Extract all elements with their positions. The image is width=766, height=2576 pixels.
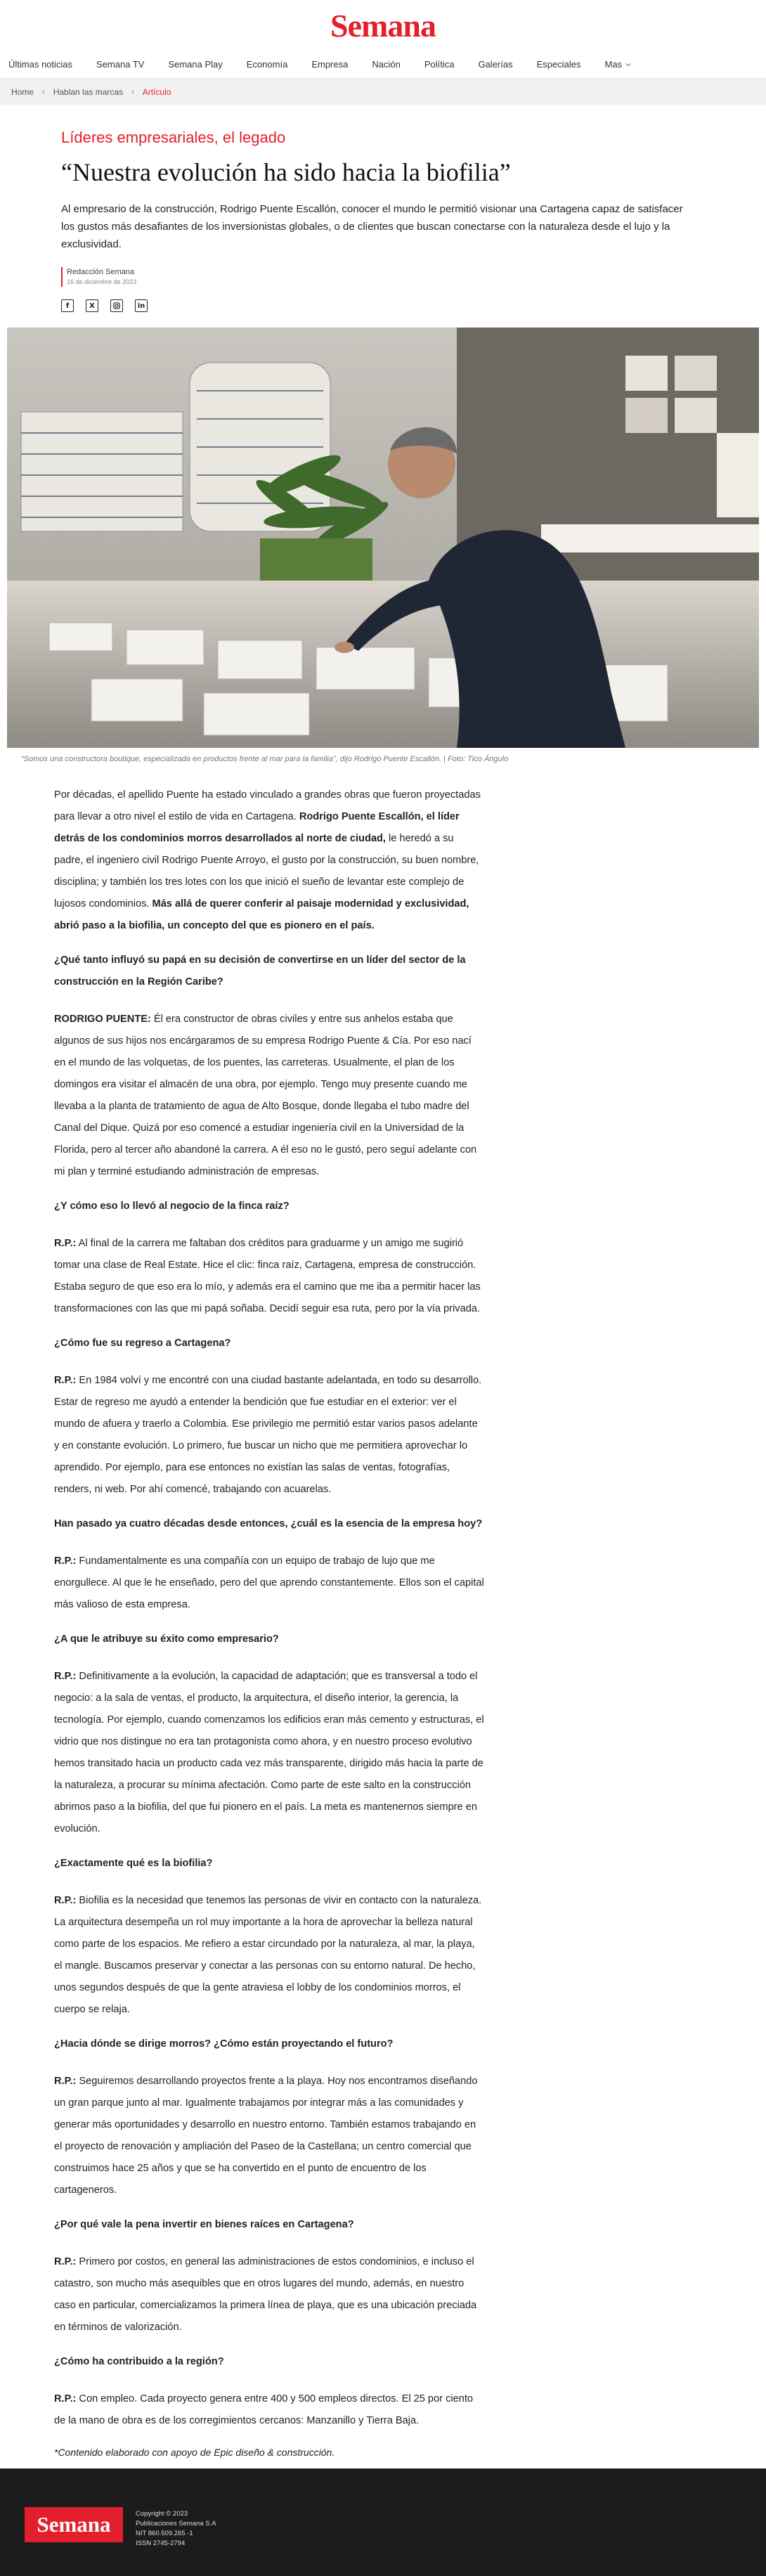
speaker-label: R.P.: xyxy=(54,2393,77,2405)
paragraph-bold: Rodrigo Puente Escallón, el líder detrás de los condominios morros desarrollados al norte de ciudad, xyxy=(54,811,460,844)
nav-more-label: Mas xyxy=(604,59,623,70)
footer-company: Publicaciones Semana S.A xyxy=(136,2520,216,2528)
interview-answer xyxy=(54,1666,485,1840)
answer-text: Al final de la carrera me faltaban dos créditos para graduarme y un amigo me sugirió tomar una clase de Real Estate. Hice el clic: finca raíz, Cartagena, empresa de construcción. Estaba seguro de que eso era lo mío, y además era el camino que me iba a permitir hacer las transformaciones con las que mi papá soñaba. Decidí seguir esa ruta, pero por la vía privada. xyxy=(54,1238,481,1314)
footer-legal xyxy=(136,2509,216,2549)
paragraph xyxy=(54,784,485,937)
instagram-icon[interactable] xyxy=(110,299,123,312)
footer-logo[interactable]: Semana xyxy=(25,2507,123,2542)
answer-text: Él era constructor de obras civiles y entre sus anhelos estaba que algunos de sus hijos nos encárgaramos de su empresa Rodrigo Puente & Cía. Por eso nací en el mundo de las volquetas, de los puentes, las carreteras. Usualmente, el plan de los domingos era visitar el almacén de una obra, por ejemplo. Tengo muy presente cuando me llevaba a la planta de tratamiento de agua de Alto Bosque, donde llegaba el tubo madre del Canal del Dique. Quizá por eso comencé a estudiar ingeniería civil en la Universidad de la Florida, pero al tercer año abandoné la carrera. A él eso no le gustó, pero seguí adelante con mi plan y terminé estudiando administración de empresas. xyxy=(54,1014,477,1177)
interview-answer xyxy=(54,1370,485,1501)
byline xyxy=(61,267,703,287)
nav-item-politica[interactable]: Política xyxy=(424,59,455,70)
speaker-label: RODRIGO PUENTE: xyxy=(54,1014,151,1025)
chevron-down-icon xyxy=(625,61,632,68)
breadcrumb xyxy=(0,79,766,105)
interview-answer xyxy=(54,1890,485,2021)
interview-question: ¿Y cómo eso lo llevó al negocio de la finca raíz? xyxy=(54,1200,290,1212)
nav-item-empresa[interactable]: Empresa xyxy=(311,59,349,70)
site-logo[interactable]: Semana xyxy=(330,7,436,44)
interview-question: ¿Cómo ha contribuido a la región? xyxy=(54,2356,224,2367)
hero-image xyxy=(7,328,759,748)
nav-item-mas[interactable] xyxy=(604,59,632,70)
main-nav xyxy=(0,51,766,79)
interview-question: ¿Qué tanto influyó su papá en su decisión de convertirse en un líder del sector de la construcción en la Región Caribe? xyxy=(54,954,466,988)
interview-answer xyxy=(54,1233,485,1320)
article-kicker: Líderes empresariales, el legado xyxy=(61,129,286,146)
answer-text: Fundamentalmente es una compañía con un equipo de trabajo de lujo que me enorgullece. Al que le he enseñado, pero del que aprendo constantemente. Ellos son el capital más valioso de esta empresa. xyxy=(54,1555,484,1610)
answer-text: En 1984 volví y me encontré con una ciudad bastante adelantada, en todo su desarrollo. Estar de regreso me ayudó a entender la bendición que fue estudiar en el exterior: ver el mundo de afuera y traerlo a Colombia. Ese privilegio me permitió estar varios pasos adelante y en constante evolución. Lo primero, fue buscar un nicho que me permitiera aprovechar lo aprendido. Por ejemplo, para ese entonces no existían las salas de ventas, fotografías, renders, ni web. Por ahí comencé, trabajando con acuarelas. xyxy=(54,1375,482,1495)
footer-copyright: Copyright © 2023 xyxy=(136,2510,188,2518)
answer-text: Definitivamente a la evolución, la capacidad de adaptación; que es transversal a todo el negocio: a la sala de ventas, el producto, la arquitectura, el diseño interior, la gerencia, la tecnología. Por ejemplo, cuando comenzamos los edificios eran más cemento y estructuras, el vidrio que nos distingue no era tan protagonista como ahora, y en nuestro proceso evolutivo hemos transitado hacia un producto cada vez más transparente, dirigido más hacia la parte de la naturaleza, a procurar su mínima afectación. Como parte de este salto en la construcción abrimos paso a la biofilia, del que fui pionero en el país. La meta es mantenernos siempre en evolución. xyxy=(54,1671,484,1834)
chevron-right-icon: › xyxy=(42,87,45,96)
author-name: Redacción Semana xyxy=(67,268,135,276)
linkedin-icon[interactable]: in xyxy=(135,299,148,312)
speaker-label: R.P.: xyxy=(54,1375,77,1386)
share-bar xyxy=(61,299,703,312)
publish-date: 16 de diciembre de 2023 xyxy=(67,278,137,285)
nav-item-semana-play[interactable]: Semana Play xyxy=(168,59,223,70)
speaker-label: R.P.: xyxy=(54,2256,77,2267)
interview-answer xyxy=(54,2071,485,2201)
interview-question: Han pasado ya cuatro décadas desde entonces, ¿cuál es la esencia de la empresa hoy? xyxy=(54,1518,483,1529)
speaker-label: R.P.: xyxy=(54,1555,77,1567)
speaker-label: R.P.: xyxy=(54,1895,77,1906)
speaker-label: R.P.: xyxy=(54,1238,77,1249)
footer-nit: NIT 860.509.265 -1 xyxy=(136,2530,193,2537)
interview-question: ¿A que le atribuye su éxito como empresario? xyxy=(54,1633,279,1645)
image-caption: “Somos una constructora boutique, especializada en productos frente al mar para la familia”, dijo Rodrigo Puente Escallón. | Foto: Tico Ángulo xyxy=(21,755,509,763)
breadcrumb-section[interactable]: Hablan las marcas xyxy=(53,86,124,97)
paragraph-text: Por décadas, el apellido Puente ha estado vinculado a grandes obras que fueron proyectadas para llevar a otro nivel el estilo de vida en Cartagena. xyxy=(54,789,481,822)
nav-item-semana-tv[interactable]: Semana TV xyxy=(96,59,145,70)
breadcrumb-home[interactable]: Home xyxy=(11,86,34,97)
nav-item-galerias[interactable]: Galerías xyxy=(478,59,513,70)
interview-answer xyxy=(54,1551,485,1616)
answer-text: Primero por costos, en general las administraciones de estos condominios, e incluso el catastro, son mucho más asequibles que en otros lugares del mundo, además, en nuestro caso en particular, comercializamos la primera línea de playa, que es una ubicación preciada en términos de valorización. xyxy=(54,2256,477,2333)
site-header xyxy=(0,0,766,51)
hero-photo xyxy=(7,328,759,748)
nav-item-ultimas-noticias[interactable]: Últimas noticias xyxy=(8,59,73,70)
footer-issn: ISSN 2745-2794 xyxy=(136,2539,186,2547)
interview-answer xyxy=(54,1009,485,1183)
interview-question: ¿Cómo fue su regreso a Cartagena? xyxy=(54,1338,231,1349)
interview-question: ¿Por qué vale la pena invertir en bienes raíces en Cartagena? xyxy=(54,2219,354,2230)
sponsor-note: *Contenido elaborado con apoyo de Epic diseño & construcción. xyxy=(54,2447,335,2458)
answer-text: Seguiremos desarrollando proyectos frente a la playa. Hoy nos encontramos diseñando un gran parque junto al mar. Igualmente trabajamos por integrar más a las comunidades y generar más oportunidades y desarrollo en nuestro entorno. También estamos trabajando en el proyecto de renovación y ampliación del Paseo de la Castellana; un centro comercial que construimos hace 25 años y que se ha convertido en el punto de encuentro de los cartageneros. xyxy=(54,2076,478,2196)
speaker-label: R.P.: xyxy=(54,2076,77,2087)
answer-text: Biofilia es la necesidad que tenemos las personas de vivir en contacto con la naturaleza. La arquitectura desempeña un rol muy importante a la hora de aprovechar la belleza natural como parte de los espacios. Me refiero a estar circundado por la naturaleza, al mar, la playa, el mangle. Buscamos preservar y conectar a las personas con su entorno natural. De hecho, unos segundos después de que la gente atraviesa el lobby de los condominios morros, el cuerpo se relaja. xyxy=(54,1895,482,2015)
nav-item-economia[interactable]: Economía xyxy=(246,59,288,70)
interview-question: ¿Hacia dónde se dirige morros? ¿Cómo están proyectando el futuro? xyxy=(54,2038,394,2050)
interview-answer xyxy=(54,2388,485,2432)
nav-item-nacion[interactable]: Nación xyxy=(372,59,401,70)
site-footer xyxy=(0,2468,766,2576)
breadcrumb-current: Artículo xyxy=(142,86,171,97)
answer-text: Con empleo. Cada proyecto genera entre 400 y 500 empleos directos. El 25 por ciento de la mano de obra es de los corregimientos cercanos: Manzanillo y Tierra Baja. xyxy=(54,2393,474,2426)
interview-answer xyxy=(54,2251,485,2338)
interview-question: ¿Exactamente qué es la biofilia? xyxy=(54,1858,213,1869)
speaker-label: R.P.: xyxy=(54,1671,77,1682)
paragraph-bold: Más allá de querer conferir al paisaje modernidad y exclusividad, abrió paso a la biofilia, un concepto del que es pionero en el país. xyxy=(54,898,469,931)
article-title: “Nuestra evolución ha sido hacia la biofilia” xyxy=(61,158,511,186)
facebook-icon[interactable]: f xyxy=(61,299,74,312)
paragraph-text: le heredó a su padre, el ingeniero civil Rodrigo Puente Arroyo, el gusto por la construcción, su buen nombre, disciplina; y también los tres lotes con los que inició el sueño de levantar este complejo de lujosos condominios. xyxy=(54,833,479,910)
x-icon[interactable]: X xyxy=(86,299,98,312)
article-header xyxy=(0,105,703,312)
article-body xyxy=(0,775,485,2464)
article-lead: Al empresario de la construcción, Rodrigo Puente Escallón, conocer el mundo le permitió visionar una Cartagena capaz de satisfacer los gustos más desafiantes de los inversionistas globales, o de clientes que buscan conectarse con la naturaleza desde el lujo y la exclusividad. xyxy=(61,203,683,250)
nav-item-especiales[interactable]: Especiales xyxy=(536,59,581,70)
chevron-right-icon: › xyxy=(131,87,134,96)
